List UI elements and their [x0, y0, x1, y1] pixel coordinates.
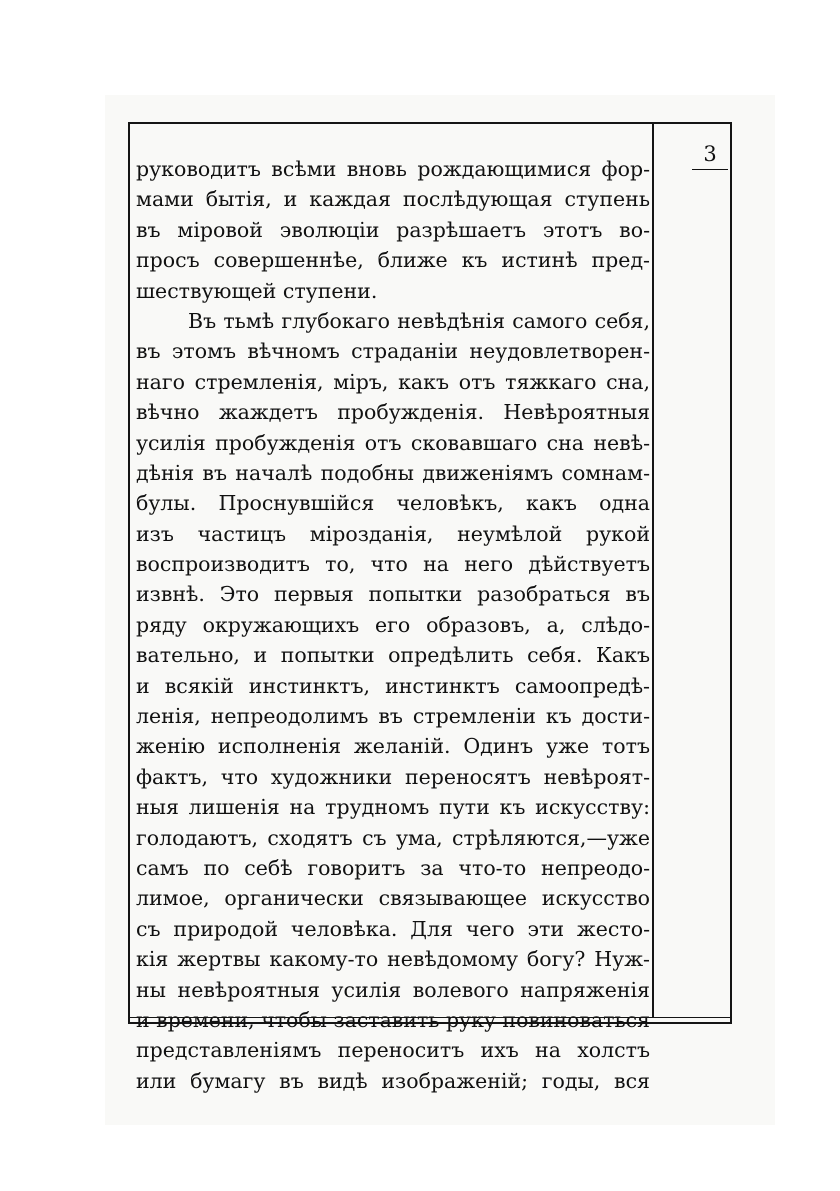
text-line: ны невѣроятныя усилія волевого напряженія: [136, 977, 650, 1002]
text-line: ленія, непреодолимъ въ стремленіи къ дости-: [136, 704, 650, 729]
text-line: изъ частицъ мірозданія, неумѣлой рукой: [136, 521, 650, 546]
text-line: и времени, чтобы заставить руку повиноваться: [136, 1007, 650, 1032]
page-frame: [128, 122, 732, 1093]
text-line: ныя лишенія на трудномъ пути къ искусству:: [136, 795, 650, 820]
page-number: 3: [692, 142, 728, 170]
body-text: [136, 154, 650, 1096]
text-line: представленіямъ переноситъ ихъ на холстъ: [136, 1038, 650, 1063]
text-line: ряду окружающихъ его образовъ, а, слѣдо-: [136, 612, 650, 637]
paragraph-first-line: Въ тьмѣ глубокаго невѣдѣнія самого себя,: [188, 308, 650, 333]
text-line: извнѣ. Это первыя попытки разобраться въ: [136, 582, 650, 607]
text-line: голодаютъ, сходятъ съ ума, стрѣляются,—уже: [136, 825, 650, 850]
text-line: въ этомъ вѣчномъ страданіи неудовлетворен-: [136, 339, 650, 364]
text-line: воспроизводитъ то, что на него дѣйствуетъ: [136, 552, 650, 577]
text-line: фактъ, что художники переносятъ невѣроят-: [136, 764, 650, 789]
text-line: наго стремленія, міръ, какъ отъ тяжкаго сна,: [136, 369, 650, 394]
margin-rule: [652, 124, 654, 1018]
text-line: дѣнія въ началѣ подобны движеніямъ сомнам-: [136, 460, 650, 485]
text-line: усилія пробужденія отъ сковавшаго сна невѣ-: [136, 430, 650, 455]
text-line: женію исполненія желаній. Одинъ уже тотъ: [136, 734, 650, 759]
text-line: или бумагу въ видѣ изображеній; годы, вся: [136, 1068, 650, 1093]
text-line: мами бытія, и каждая послѣдующая ступень: [136, 187, 650, 212]
text-line: булы. Проснувшійся человѣкъ, какъ одна: [136, 491, 650, 516]
text-line: и всякій инстинктъ, инстинктъ самоопредѣ-: [136, 673, 650, 698]
text-line: просъ совершеннѣе, ближе къ истинѣ пред-: [136, 248, 650, 273]
text-line: въ міровой эволюціи разрѣшаетъ этотъ во-: [136, 217, 650, 242]
text-line: самъ по себѣ говоритъ за что-то непреодо-: [136, 855, 650, 880]
text-line: лимое, органически связывающее искусство: [136, 886, 650, 911]
text-line: руководитъ всѣми вновь рождающимися фор-: [136, 157, 650, 181]
text-line: съ природой человѣка. Для чего эти жесто-: [136, 916, 650, 941]
text-line: вѣчно жаждетъ пробужденія. Невѣроятныя: [136, 400, 650, 425]
text-line: кія жертвы какому-то невѣдомому богу? Нуж-: [136, 947, 650, 972]
text-line: шествующей ступени.: [136, 278, 378, 303]
text-line: вательно, и попытки опредѣлить себя. Какъ: [136, 643, 650, 668]
